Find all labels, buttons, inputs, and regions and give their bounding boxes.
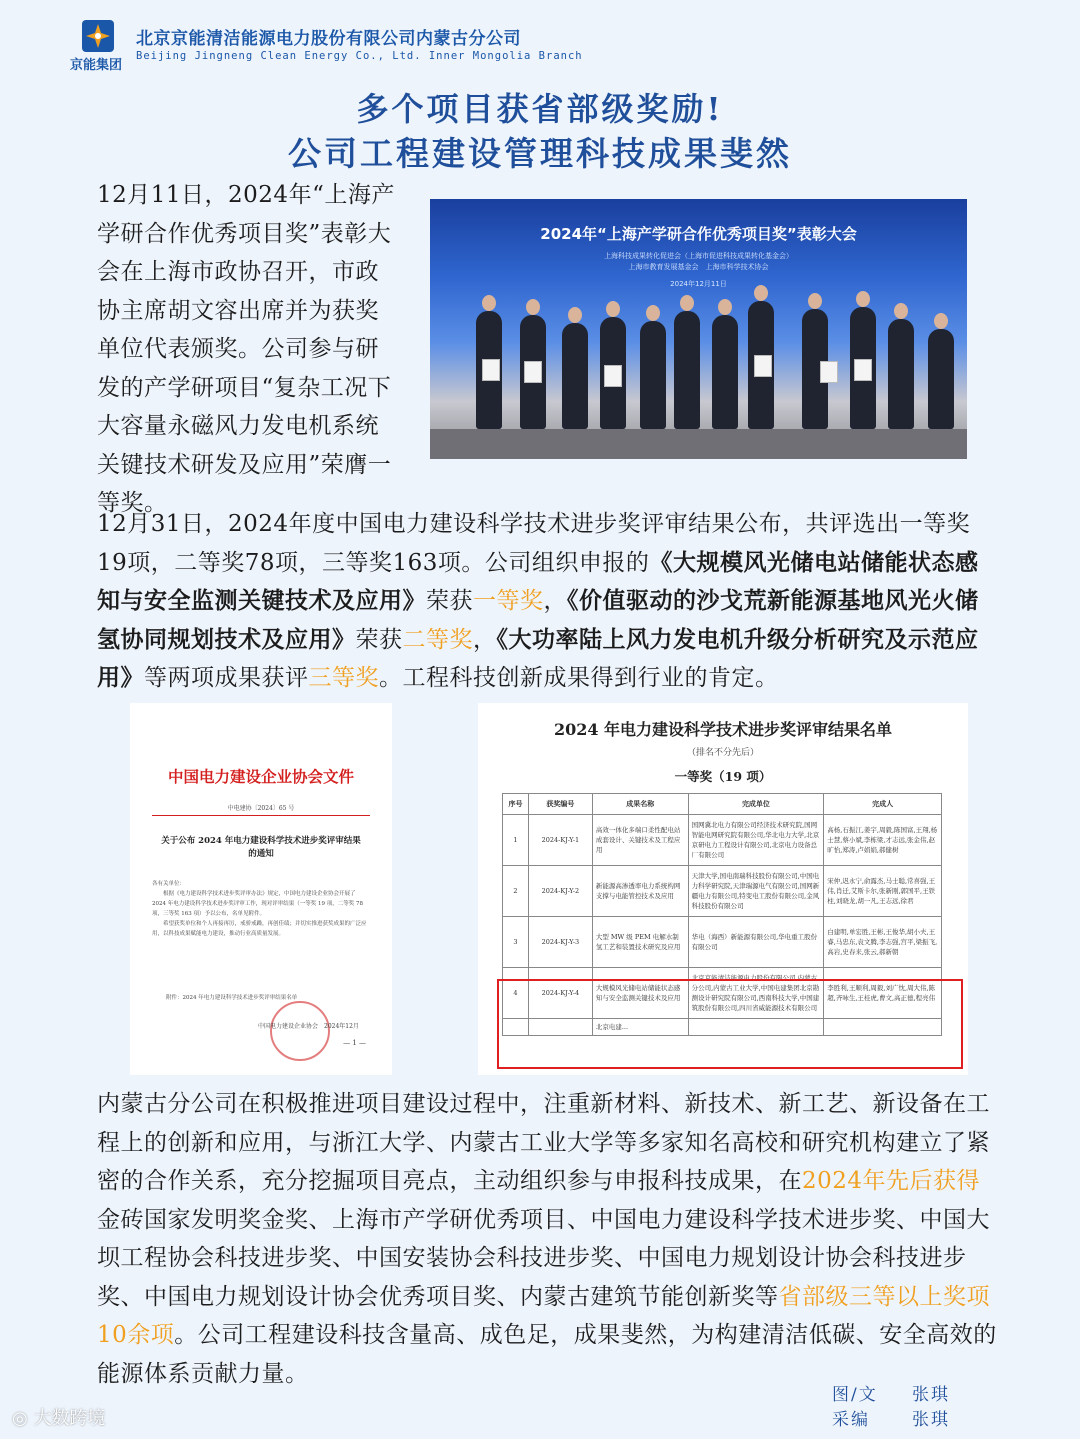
table-cell: 白建明,单宏胜,王彬,王俊华,胡小夫,王睿,马忠东,袁文腾,李志强,宫平,梁振飞,高岩,史春来,张云,郝新朝 bbox=[824, 917, 942, 968]
year-highlight: 2024年先后获得 bbox=[802, 1168, 981, 1194]
highlight-box-company-row bbox=[497, 979, 963, 1069]
column-header: 完成人 bbox=[824, 794, 942, 815]
table-cell: 天津大学,国电南瑞科技股份有限公司,中国电力科学研究院,天津瑞源电气有限公司,国网新疆电力有限公司,特变电工股份有限公司,金风科技股份有限公司 bbox=[688, 866, 824, 917]
table-cell: 4 bbox=[503, 968, 529, 1019]
official-seal-icon bbox=[270, 1001, 330, 1061]
second-prize-highlight: 二等奖 bbox=[402, 626, 473, 653]
table-row bbox=[503, 917, 942, 968]
table-cell: 宋仲,迟永宁,俞露杰,马士聪,常喜强,王伟,肖迁,艾斯卡尔,张新刚,郭国平,王铁柱,刘晓龙,胡一凡,王志远,徐君 bbox=[824, 866, 942, 917]
table-cell: 国网冀北电力有限公司经济技术研究院,国网智能电网研究院有限公司,华北电力大学,北京京研电力工程设计有限公司,北京电力设备总厂有限公司 bbox=[688, 815, 824, 866]
table-cell: 2024-KJ-Y-3 bbox=[528, 917, 592, 968]
watermark-text: 大数跨境 bbox=[33, 1408, 106, 1429]
notice-letterhead: 中国电力建设企业协会文件 bbox=[167, 767, 354, 786]
certificate-icon bbox=[820, 361, 838, 383]
table-cell: 2024-KJ-Y-4 bbox=[528, 968, 592, 1019]
para2-text: 。工程科技创新成果得到行业的肯定。 bbox=[379, 665, 779, 691]
certificate-icon bbox=[854, 359, 872, 381]
person-figure bbox=[712, 315, 738, 429]
company-header bbox=[70, 18, 583, 74]
para2-text: 荣获 bbox=[426, 588, 473, 614]
table-cell: 高杨,石振江,姜宇,周毅,陈国富,王翔,杨士慧,蔡小斌,李栋梁,才志远,张金伟,赵旷怡,郑涛,卢娟娟,郝健树 bbox=[824, 815, 942, 866]
first-prize-highlight: 一等奖 bbox=[473, 588, 544, 614]
association-notice-document bbox=[130, 703, 392, 1075]
logo-text: 京能集团 bbox=[70, 58, 123, 73]
para3-text: 。公司工程建设科技含量高、成色足，成果斐然，为构建清洁低碳、安全高效的能源体系贡献力量。 bbox=[97, 1322, 997, 1387]
headline-line2: 公司工程建设管理科技成果斐然 bbox=[288, 134, 792, 173]
table-cell: 新能源高渗透率电力系统构网支撑与电能管控技术及应用 bbox=[592, 866, 688, 917]
photo-banner-date: 2024年12月11日 bbox=[670, 280, 727, 288]
para2-text: 12月31日，2024年度中国电力建设科学技术进步奖评审结果公布，共评选出一等奖19项，二等奖78项，三等奖163项。公司组织申报的 bbox=[97, 511, 971, 576]
project-title-2: 《价值驱动的沙戈荒新能源基地风光火储氢协同规划技术及应用》 bbox=[97, 587, 979, 653]
results-subtitle: 一等奖（19 项） bbox=[674, 769, 772, 784]
notice-body-paragraph: 希望获奖单位和个人再接再厉，戒骄戒躁，再创佳绩；并切实推进获奖成果的广泛应用，以科技成果赋能电力建设，推动行业高质量发展。 bbox=[152, 921, 367, 937]
person-figure bbox=[674, 311, 700, 429]
column-header: 获奖编号 bbox=[528, 794, 592, 815]
table-cell: 北京电建... bbox=[592, 1019, 688, 1036]
table-cell: 3 bbox=[503, 917, 529, 968]
project-title-3: 《大功率陆上风力发电机升级分析研究及示范应用》 bbox=[97, 625, 979, 691]
credit-label-editor: 采编 bbox=[832, 1410, 870, 1430]
table-cell: 2024-KJ-Y-1 bbox=[528, 815, 592, 866]
award-count-highlight: 省部级三等以上奖项10余项 bbox=[97, 1283, 990, 1348]
credit-name-author: 张琪 bbox=[912, 1385, 950, 1405]
table-cell: 2024-KJ-Y-2 bbox=[528, 866, 592, 917]
table-header-row bbox=[503, 794, 942, 815]
table-row bbox=[503, 815, 942, 866]
photo-banner-title: 2024年“上海产学研合作优秀项目奖”表彰大会 bbox=[540, 225, 857, 243]
award-ceremony-photo bbox=[430, 199, 967, 459]
table-cell: 李胜利,王顺利,周毅,刘广忱,周大伟,陈超,齐咏生,王桂虎,曹文,高正德,程亮伟 bbox=[824, 968, 942, 1019]
person-figure bbox=[888, 319, 914, 429]
credit-label-text-photo: 图/文 bbox=[832, 1385, 878, 1405]
watermark-logo-icon: ◎ bbox=[12, 1408, 34, 1429]
column-header: 完成单位 bbox=[688, 794, 824, 815]
column-header: 序号 bbox=[503, 794, 529, 815]
project-title-1: 《大规模风光储电站储能状态感知与安全监测关键技术及应用》 bbox=[97, 548, 979, 614]
paragraph-branch-achievements bbox=[97, 1085, 997, 1393]
jingneng-logo-icon bbox=[82, 20, 114, 52]
person-figure bbox=[562, 323, 588, 429]
results-title: 2024 年电力建设科学技术进步奖评审结果名单 bbox=[553, 720, 893, 739]
notice-subject: 关于公布 2024 年电力建设科学技术进步奖评审结果的通知 bbox=[161, 836, 361, 859]
stage-floor bbox=[430, 429, 967, 459]
company-name-en: Beijing Jingneng Clean Energy Co., Ltd. Inner Mongolia Branch bbox=[136, 50, 583, 62]
table-cell: 大规模风光储电站储能状态感知与安全监测关键技术及应用 bbox=[592, 968, 688, 1019]
photo-banner-sub1: 上海科技成果转化促进会（上海市促进科技成果转化基金会） bbox=[604, 252, 793, 260]
third-prize-highlight: 三等奖 bbox=[308, 665, 379, 691]
person-figure bbox=[928, 329, 954, 429]
table-row bbox=[503, 866, 942, 917]
column-header: 成果名称 bbox=[592, 794, 688, 815]
credit-name-editor: 张琪 bbox=[912, 1410, 950, 1430]
notice-number: 中电建协〔2024〕65 号 bbox=[227, 805, 295, 812]
notice-attachment: 附件：2024 年电力建设科学技术进步奖评审结果名单 bbox=[166, 995, 298, 1001]
certificate-icon bbox=[754, 355, 772, 377]
results-note: （排名不分先后） bbox=[686, 748, 759, 758]
paragraph-shanghai-award: 12月11日，2024年“上海产学研合作优秀项目奖”表彰大会在上海市政协召开，市政协主席胡文容出席并为获奖单位代表颁奖。公司参与研发的产学研项目“复杂工况下大容量永磁风力发电机系统关键技术研发及应用”荣膺一等奖。 bbox=[97, 182, 395, 516]
para2-text: 荣获 bbox=[355, 626, 403, 653]
table-cell: 2 bbox=[503, 866, 529, 917]
page-number: — 1 — bbox=[343, 1039, 366, 1047]
para2-text: 等两项成果获评 bbox=[144, 665, 309, 691]
certificate-icon bbox=[604, 365, 622, 387]
seal-caption: 中国电力建设企业协会 2024年12月 bbox=[258, 1023, 359, 1030]
headline-line1: 多个项目获省部级奖励! bbox=[356, 90, 724, 128]
certificate-icon bbox=[524, 361, 542, 383]
company-name-cn: 北京京能清洁能源电力股份有限公司内蒙古分公司 bbox=[136, 29, 521, 49]
table-cell: 高效一体化多端口柔性配电站成套设计、关键技术及工程应用 bbox=[592, 815, 688, 866]
paragraph-power-construction-award bbox=[97, 505, 997, 698]
notice-salutation: 各有关单位： bbox=[152, 881, 186, 887]
para3-text: 内蒙古分公司在积极推进项目建设过程中，注重新材料、新技术、新工艺、新设备在工程上的创新和应用，与浙江大学、内蒙古工业大学等多家知名高校和研究机构建立了紧密的合作关系，充分挖掘项目亮点，主动组织参与申报科技成果，在 bbox=[97, 1091, 990, 1194]
notice-body bbox=[152, 879, 370, 939]
red-rule-divider bbox=[152, 815, 370, 816]
notice-body-paragraph: 根据《电力建设科学技术进步奖评审办法》规定，中国电力建设企业协会开展了 2024 年电力建设科学技术进步奖评审工作，现对评审结果（一等奖 19 项，二等奖 78 项，三等奖 163 项）予以公布，名单见附件。 bbox=[152, 891, 363, 917]
table-cell: 1 bbox=[503, 815, 529, 866]
results-list-document bbox=[478, 703, 968, 1075]
para2-text: ， bbox=[473, 626, 497, 653]
watermark bbox=[12, 1404, 105, 1430]
photo-banner-sub2: 上海市教育发展基金会 上海市科学技术协会 bbox=[628, 263, 769, 271]
table-cell: 北京京能清洁能源电力股份有限公司,内蒙古分公司,内蒙古工业大学,中国电建集团北京勘测设计研究院有限公司,西南科技大学,中国建筑股份有限公司,四川省威能源技术有限公司 bbox=[688, 968, 824, 1019]
certificate-icon bbox=[482, 359, 500, 381]
para3-text: 金砖国家发明奖金奖、上海市产学研优秀项目、中国电力建设科学技术进步奖、中国大坝工程协会科技进步奖、中国安装协会科技进步奖、中国电力规划设计协会科技进步奖、中国电力规划设计协会优秀项目奖、内蒙古建筑节能创新奖等 bbox=[97, 1206, 990, 1310]
table-cell: 华电（海西）新能源有限公司,华电重工股份有限公司 bbox=[688, 917, 824, 968]
person-figure bbox=[640, 321, 666, 429]
table-cell: 大型 MW 级 PEM 电解水制氢工艺和装置技术研究及应用 bbox=[592, 917, 688, 968]
para2-text: ， bbox=[543, 588, 567, 614]
